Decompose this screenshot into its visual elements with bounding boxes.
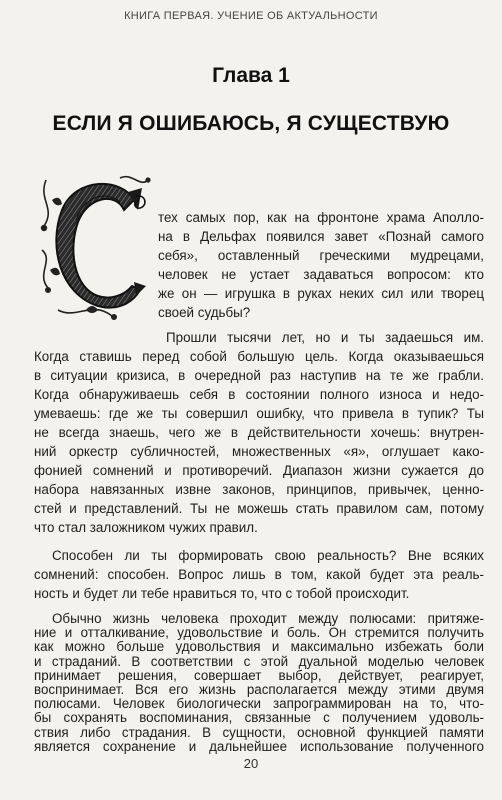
body-text-line: Обычно жизнь человека проходит между полюсами: притяже- xyxy=(52,611,484,626)
chapter-number: Глава 1 xyxy=(212,64,290,87)
body-text-line: полюсами. Человек биологически запрограммирован на то, что- xyxy=(34,696,484,712)
body-text-line: что стал заложником чужих правил. xyxy=(34,520,258,535)
body-text-line: Способен ли ты формировать свою реальность? Вне всяких xyxy=(52,548,484,563)
body-text-line: ствия либо страдания. В сущности, основной функцией памяти xyxy=(34,724,484,740)
intro-text-line: своей судьбы? xyxy=(158,305,251,320)
body-text-line: бы сохранять воспоминания, связанные с получением удоволь- xyxy=(34,710,484,726)
page-number: 20 xyxy=(243,756,259,771)
body-text-line: не всегда знаешь, чего же в действительности хочешь: внутрен- xyxy=(34,425,484,440)
body-text-line: Когда ставишь перед собой большую цель. Когда оказываешься xyxy=(34,349,484,364)
intro-text-line: человек не устает задаваться вопросом: кто xyxy=(158,267,484,282)
body-text-line: в ситуации кризиса, в очередной раз наступив на те же грабли. xyxy=(34,368,484,383)
body-text-line: воспринимает. Вся его жизнь располагается между этими двумя xyxy=(34,682,484,697)
intro-text-line: тех самых пор, как на фронтоне храма Аполло- xyxy=(158,210,484,225)
intro-text-line: же он — игрушка в руках неких сил или творец xyxy=(158,286,484,301)
intro-text-line: себя», оставленный греческими мудрецами, xyxy=(158,248,484,263)
body-text-line: является сохранение и дальнейшее использование полученного xyxy=(34,738,484,754)
ornamental-dropcap xyxy=(36,170,152,322)
body-text-line: ность и будет ли тебе нравиться то, что с тобой происходит. xyxy=(34,586,410,601)
body-text-line: как можно больше удовольствия и максимально избежать боли xyxy=(34,639,484,655)
body-text-line: Когда обнаруживаешь себя в состоянии полного износа и недо- xyxy=(34,387,484,402)
body-text-line: стей и представлений. Ты не можешь стать правилом сам, потому xyxy=(34,501,484,516)
body-text-line: принимает решения, совершает выбор, действует, реагирует, xyxy=(34,667,484,683)
running-header: КНИГА ПЕРВАЯ. УЧЕНИЕ ОБ АКТУАЛЬНОСТИ xyxy=(124,10,378,22)
body-text-line: и страданий. В соответствии с этой дуальной моделью человек xyxy=(34,653,484,669)
body-text-line: набора навязанных извне законов, принципов, привычек, ценно- xyxy=(34,482,484,497)
body-text-line: ний оркестр субличностей, множественных «я», оглушает како- xyxy=(34,444,484,459)
body-text-line: сомнений: способен. Вопрос лишь в том, какой будет эта реаль- xyxy=(34,567,484,582)
chapter-title: ЕСЛИ Я ОШИБАЮСЬ, Я СУЩЕСТВУЮ xyxy=(52,112,450,135)
body-text-line: ние и отталкивание, удовольствие и боль. Он стремится получить xyxy=(34,625,484,641)
body-text-line: умеваешь: где же ты совершил ошибку, что привела в тупик? Ты xyxy=(34,406,484,421)
body-text-line: Прошли тысячи лет, но и ты задаешься им. xyxy=(166,330,484,345)
dropcap-ornament-icon xyxy=(36,170,152,322)
body-text-line: фонией сомнений и противоречий. Диапазон жизни сужается до xyxy=(34,463,484,478)
intro-text-line: на в Дельфах появился завет «Познай самого xyxy=(158,229,484,244)
